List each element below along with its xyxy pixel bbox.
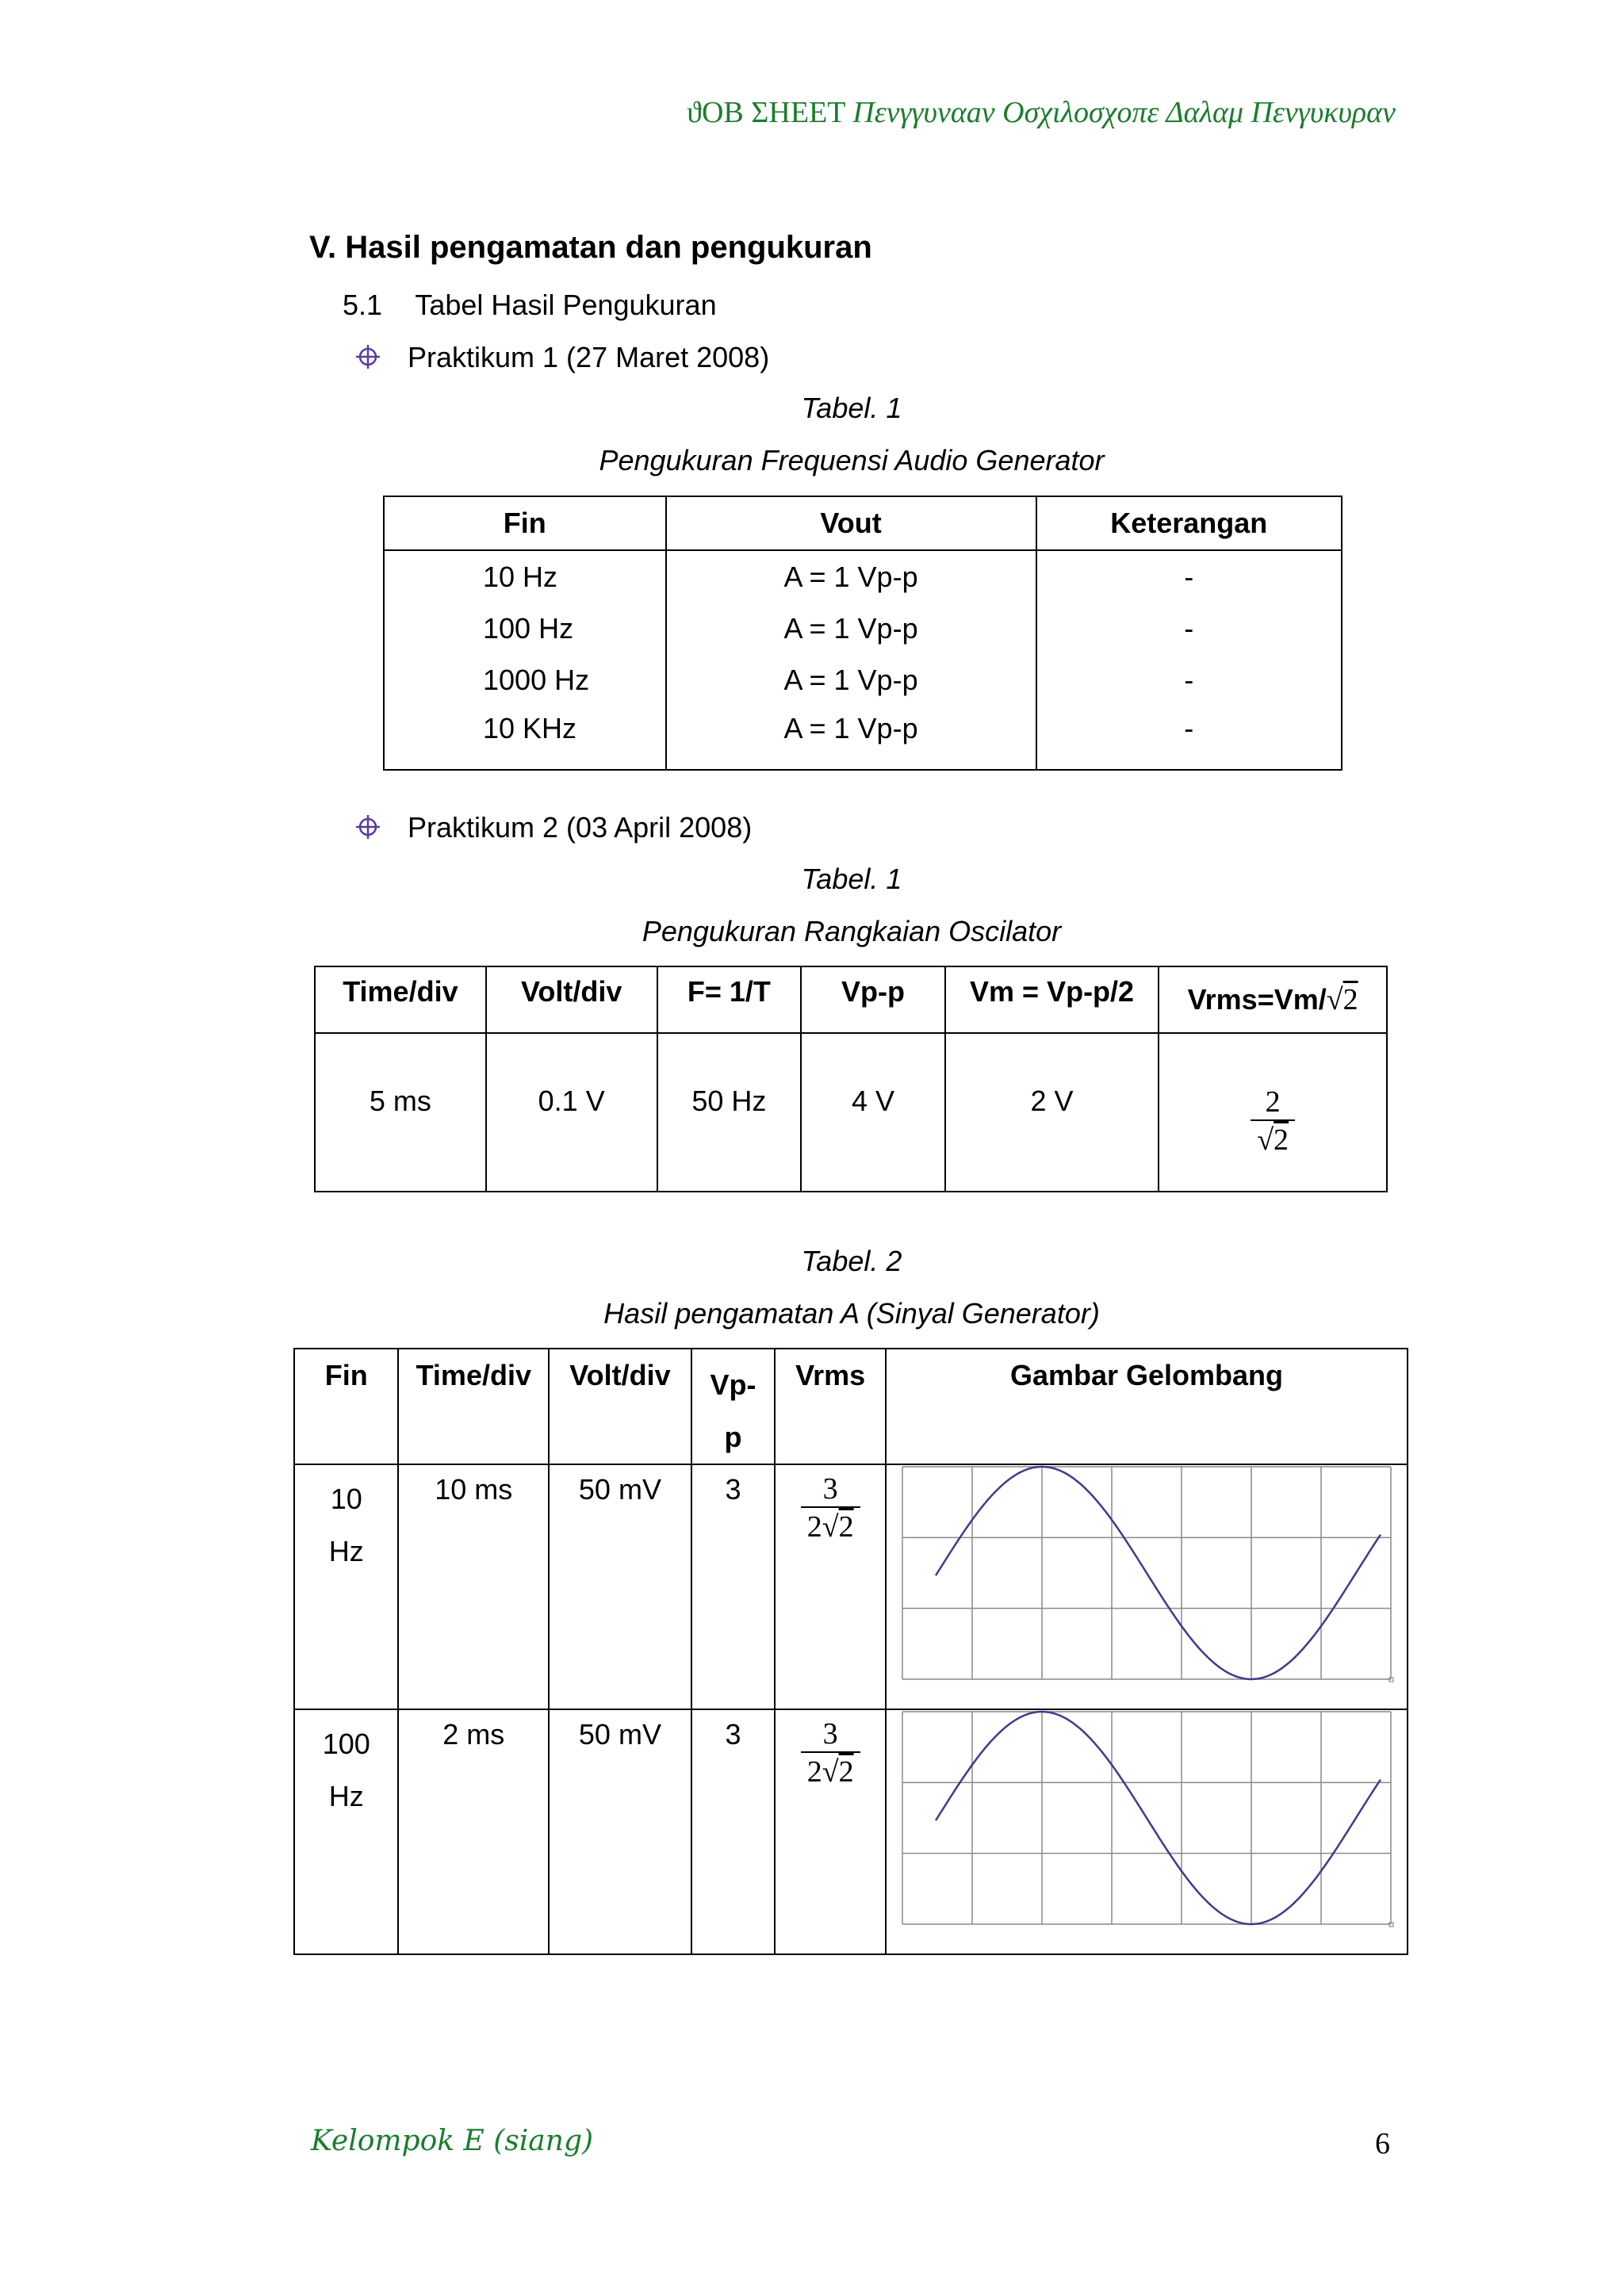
cell-vpp: 4 V bbox=[801, 1033, 945, 1192]
cell-fin: 10 Hz bbox=[384, 550, 666, 603]
table-row bbox=[384, 603, 1342, 654]
col-header-vpp bbox=[691, 1349, 776, 1464]
vrms-fraction bbox=[801, 1718, 860, 1789]
fin-unit: Hz bbox=[328, 1535, 364, 1567]
table-row bbox=[384, 654, 1342, 706]
table-row bbox=[384, 706, 1342, 770]
col-header-volt-div: Volt/div bbox=[486, 966, 657, 1033]
cell-fin: 100 Hz bbox=[384, 603, 666, 654]
bullet-text: Praktikum 2 (03 April 2008) bbox=[408, 811, 753, 844]
col-header-vrms: Vrms bbox=[775, 1349, 886, 1464]
table-frekuensi-audio bbox=[383, 496, 1342, 771]
cell-volt-div: 50 mV bbox=[549, 1464, 691, 1709]
cell-time-div: 5 ms bbox=[315, 1033, 486, 1192]
fraction-denominator: 2√2 bbox=[806, 1755, 854, 1789]
cell-vout: A = 1 Vp-p bbox=[666, 603, 1036, 654]
cell-fin bbox=[294, 1464, 398, 1709]
cell-fin: 10 KHz bbox=[384, 706, 666, 770]
cell-gambar-gelombang bbox=[886, 1709, 1408, 1954]
subsection-title: Tabel Hasil Pengukuran bbox=[415, 289, 717, 321]
cell-keterangan: - bbox=[1036, 603, 1342, 654]
header-title: Πενγγυναaν Oσχιλοσχoπε Δαλαμ Πενγυκυραν bbox=[852, 96, 1396, 129]
cell-vout: A = 1 Vp-p bbox=[666, 550, 1036, 603]
col-header-gambar-gelombang: Gambar Gelombang bbox=[886, 1349, 1408, 1464]
cell-volt-div: 50 mV bbox=[549, 1709, 691, 1954]
vrms-header-text: Vrms=Vm/ bbox=[1187, 983, 1327, 1016]
table-row bbox=[315, 1033, 1387, 1192]
cell-keterangan: - bbox=[1036, 706, 1342, 770]
table-row bbox=[294, 1464, 1408, 1709]
col-header-frekuensi: F= 1/T bbox=[657, 966, 802, 1033]
table-osc-caption-number: Tabel. 1 bbox=[801, 863, 902, 895]
subsection-number: 5.1 bbox=[343, 289, 383, 321]
fraction-numerator: 2 bbox=[1251, 1086, 1295, 1121]
cell-vout: A = 1 Vp-p bbox=[666, 706, 1036, 770]
col-header-fin: Fin bbox=[384, 496, 666, 550]
cell-vpp: 3 bbox=[691, 1709, 776, 1954]
page-number: 6 bbox=[1375, 2127, 1390, 2160]
table-header-row bbox=[384, 496, 1342, 550]
cell-time-div: 2 ms bbox=[398, 1709, 549, 1954]
col-header-vrms bbox=[1159, 966, 1387, 1033]
vpp-header-line-1: Vp- bbox=[710, 1368, 756, 1401]
cell-vrms bbox=[775, 1464, 886, 1709]
col-header-volt-div: Volt/div bbox=[549, 1349, 691, 1464]
col-header-time-div: Time/div bbox=[398, 1349, 549, 1464]
table-rangkaian-oscilator bbox=[314, 966, 1388, 1192]
fraction-denominator: 2√2 bbox=[806, 1510, 854, 1544]
cell-vrms bbox=[1159, 1033, 1387, 1192]
fin-unit: Hz bbox=[328, 1780, 364, 1812]
fraction-numerator: 3 bbox=[801, 1718, 860, 1753]
cell-keterangan: - bbox=[1036, 654, 1342, 706]
cell-keterangan: - bbox=[1036, 550, 1342, 603]
cell-vrms bbox=[775, 1709, 886, 1954]
cell-fin bbox=[294, 1709, 398, 1954]
sqrt-radicand: 2 bbox=[1342, 983, 1358, 1016]
col-header-vpp: Vp-p bbox=[801, 966, 945, 1033]
running-header bbox=[687, 95, 1396, 130]
vrms-fraction bbox=[801, 1473, 860, 1544]
col-header-keterangan: Keterangan bbox=[1036, 496, 1342, 550]
table-row bbox=[294, 1709, 1408, 1954]
sine-wave-trace bbox=[936, 1467, 1381, 1679]
fin-value: 100 bbox=[322, 1728, 370, 1760]
sqrt-symbol: √2 bbox=[1326, 983, 1358, 1016]
section-title: V. Hasil pengamatan dan pengukuran bbox=[309, 230, 872, 265]
table2-caption-number: Tabel. 2 bbox=[801, 1245, 902, 1277]
vpp-header-line-2: p bbox=[724, 1421, 742, 1453]
table1-caption-number: Tabel. 1 bbox=[801, 392, 902, 424]
cell-fin: 1000 Hz bbox=[384, 654, 666, 706]
oscilloscope-wave-figure bbox=[887, 1710, 1405, 1946]
vrms-fraction bbox=[1251, 1086, 1295, 1158]
cell-volt-div: 0.1 V bbox=[486, 1033, 657, 1192]
cell-time-div: 10 ms bbox=[398, 1464, 549, 1709]
crosshair-bullet-icon bbox=[355, 814, 381, 840]
table-osc-caption-title: Pengukuran Rangkaian Oscilator bbox=[642, 915, 1062, 947]
col-header-vm: Vm = Vp-p/2 bbox=[945, 966, 1159, 1033]
bullet-text: Praktikum 1 (27 Maret 2008) bbox=[408, 341, 770, 373]
subsection-heading bbox=[343, 289, 717, 322]
table1-caption-title: Pengukuran Frequensi Audio Generator bbox=[599, 444, 1105, 476]
fraction-denominator: √2 bbox=[1257, 1123, 1289, 1157]
cell-vout: A = 1 Vp-p bbox=[666, 654, 1036, 706]
oscilloscope-wave-figure bbox=[887, 1465, 1405, 1701]
table-row bbox=[384, 550, 1342, 603]
cell-gambar-gelombang bbox=[886, 1464, 1408, 1709]
footer-group-label: Kelompok E (siang) bbox=[311, 2125, 594, 2157]
crosshair-bullet-icon bbox=[355, 344, 381, 369]
cell-vpp: 3 bbox=[691, 1464, 776, 1709]
fraction-numerator: 3 bbox=[801, 1473, 860, 1508]
header-prefix: ϑOB ΣHEET bbox=[687, 96, 845, 129]
col-header-fin: Fin bbox=[294, 1349, 398, 1464]
table-header-row bbox=[294, 1349, 1408, 1464]
cell-vm: 2 V bbox=[945, 1033, 1159, 1192]
fin-value: 10 bbox=[330, 1483, 362, 1515]
cell-frekuensi: 50 Hz bbox=[657, 1033, 802, 1192]
col-header-time-div: Time/div bbox=[315, 966, 486, 1033]
col-header-vout: Vout bbox=[666, 496, 1036, 550]
sine-wave-trace bbox=[936, 1712, 1381, 1924]
table-header-row bbox=[315, 966, 1387, 1033]
table-sinyal-generator bbox=[293, 1348, 1408, 1955]
table2-caption-title: Hasil pengamatan A (Sinyal Generator) bbox=[603, 1297, 1100, 1330]
